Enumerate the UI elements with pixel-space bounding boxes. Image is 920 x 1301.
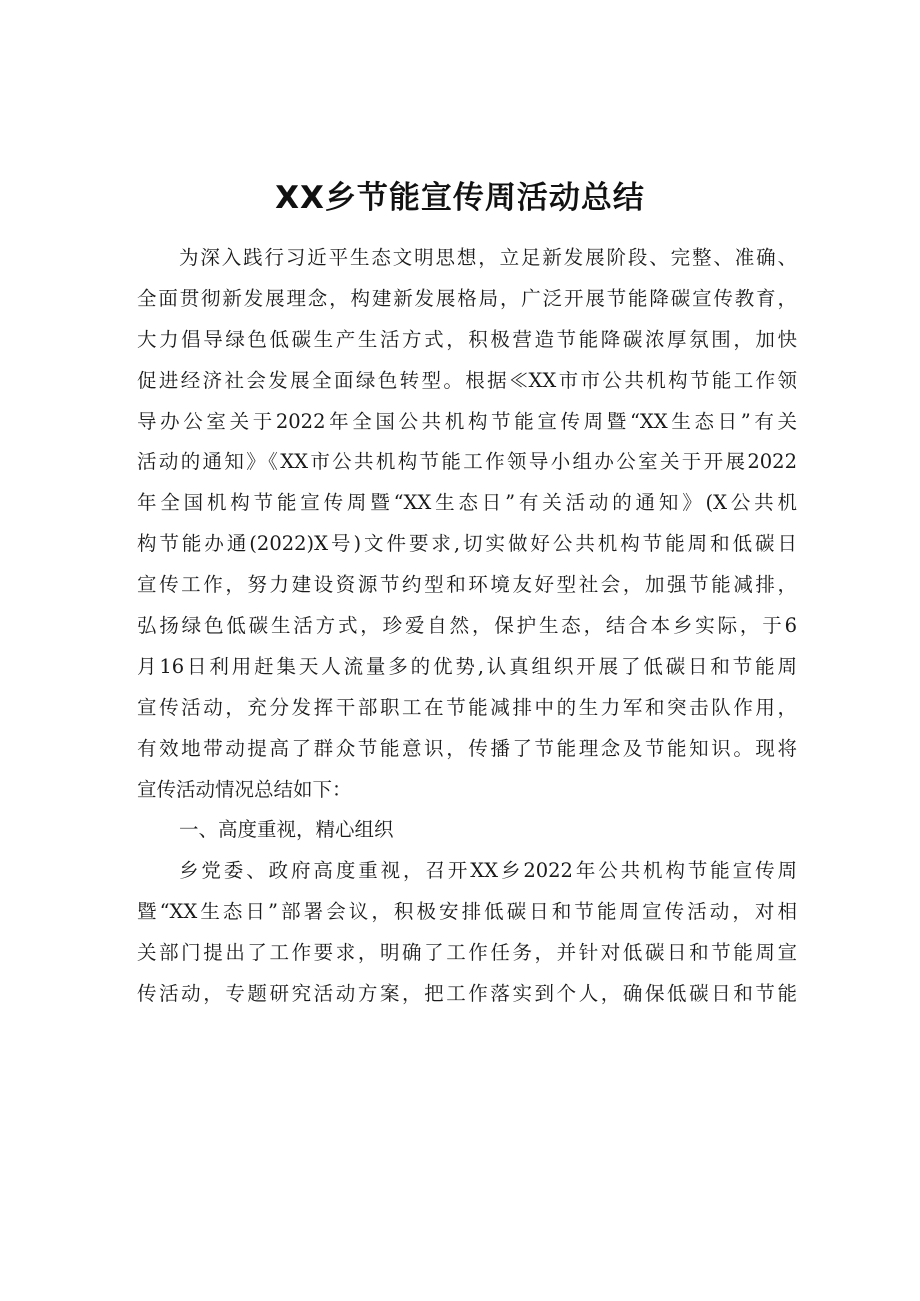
paragraph-line: 宣传活动，充分发挥干部职工在节能减排中的生力军和突击队作用， — [137, 695, 797, 719]
document-title: XX乡节能宣传周活动总结 — [275, 180, 645, 216]
document-body — [137, 238, 797, 1015]
section1-paragraph — [137, 851, 797, 1015]
paragraph-line: 构节能办通(2022)X号)文件要求,切实做好公共机构节能周和低碳日 — [137, 532, 797, 556]
section-heading-text: 一、高度重视，精心组织 — [179, 818, 394, 842]
paragraph-line: 宣传活动情况总结如下： — [137, 777, 352, 801]
paragraph-line: 大力倡导绿色低碳生产生活方式，积极营造节能降碳浓厚氛围，加快 — [137, 327, 797, 351]
paragraph-line: 关部门提出了工作要求，明确了工作任务，并针对低碳日和节能周宣 — [137, 941, 797, 965]
paragraph-line: 全面贯彻新发展理念，构建新发展格局，广泛开展节能降碳宣传教育， — [137, 286, 797, 310]
paragraph-line: 传活动，专题研究活动方案，把工作落实到个人，确保低碳日和节能 — [137, 982, 797, 1006]
paragraph-line: 弘扬绿色低碳生活方式，珍爱自然，保护生态，结合本乡实际，于6 — [137, 614, 797, 638]
section-heading-1 — [137, 810, 797, 851]
paragraph-line: 宣传工作，努力建设资源节约型和环境友好型社会，加强节能减排， — [137, 573, 797, 597]
intro-paragraph — [137, 238, 797, 810]
paragraph-line: 导办公室关于2022年全国公共机构节能宣传周暨“XX生态日”有关 — [137, 409, 797, 433]
paragraph-line: 年全国机构节能宣传周暨“XX生态日”有关活动的通知》(X公共机 — [137, 491, 797, 515]
paragraph-line: 乡党委、政府高度重视，召开XX乡2022年公共机构节能宣传周 — [179, 859, 797, 883]
paragraph-line: 有效地带动提高了群众节能意识，传播了节能理念及节能知识。现将 — [137, 736, 797, 760]
paragraph-line: 促进经济社会发展全面绿色转型。根据≪XX市市公共机构节能工作领 — [137, 368, 797, 392]
paragraph-line: 暨“XX生态日”部署会议，积极安排低碳日和节能周宣传活动，对相 — [137, 900, 797, 924]
paragraph-line: 为深入践行习近平生态文明思想，立足新发展阶段、完整、准确、 — [179, 246, 797, 269]
paragraph-line: 活动的通知》《XX市公共机构节能工作领导小组办公室关于开展2022 — [137, 450, 797, 474]
paragraph-line: 月16日利用赶集天人流量多的优势,认真组织开展了低碳日和节能周 — [137, 654, 797, 678]
